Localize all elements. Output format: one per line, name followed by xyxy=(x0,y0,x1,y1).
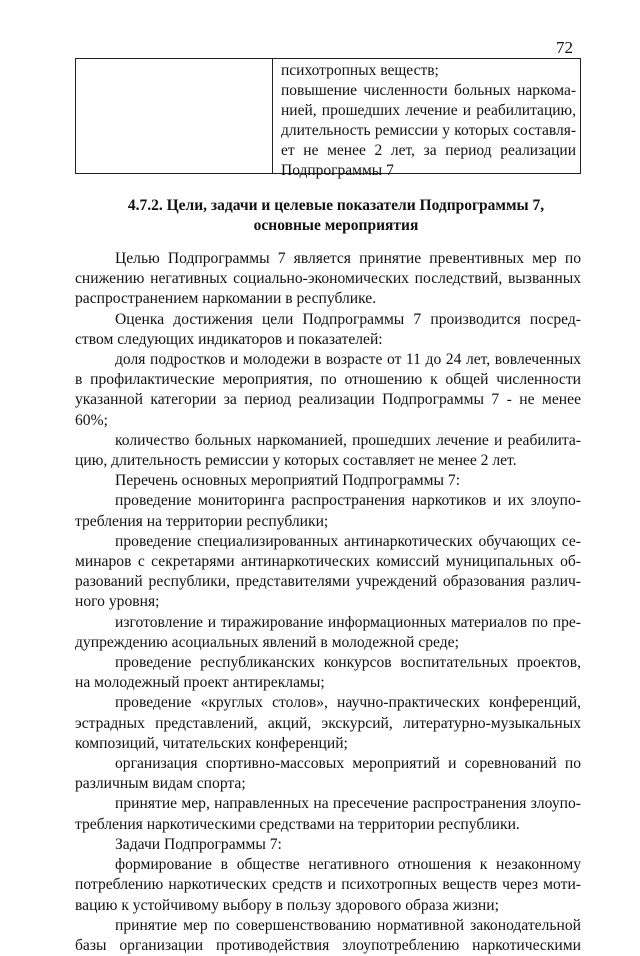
table-line: нией, прошедших лечение и реабилитацию, xyxy=(281,102,576,119)
body-line: Оценка достижения цели Подпрограммы 7 производится посред- xyxy=(115,310,581,328)
body-line: разований республики, представителями учреждений образования различ- xyxy=(75,573,581,591)
page-number: 72 xyxy=(556,38,573,57)
heading-line: 4.7.2. Цели, задачи и целевые показатели Подпрограммы 7, xyxy=(127,197,545,214)
body-line: Целью Подпрограммы 7 является принятие превентивных мер по xyxy=(115,250,581,267)
table-line: длительность ремиссии у которых составля- xyxy=(281,122,576,139)
body-line: требления наркотическими средствами на территории республики. xyxy=(75,815,520,833)
section-heading xyxy=(96,196,576,236)
body-line: указанной категории за период реализации Подпрограммы 7 - не менее xyxy=(75,391,581,409)
body-line: потреблению наркотических средств и психотропных веществ через моти- xyxy=(75,876,581,894)
body-line: проведение мониторинга распространения наркотиков и их злоупо- xyxy=(115,492,581,510)
body-line: в профилактические мероприятия, по отношению к общей численности xyxy=(75,371,581,389)
table-line: психотропных веществ; xyxy=(281,62,439,79)
body-line: эстрадных представлений, акций, экскурсий, литературно-музыкальных xyxy=(75,714,581,732)
body-line: количество больных наркоманией, прошедших лечение и реабилита- xyxy=(115,431,581,449)
body-line: ного уровня; xyxy=(75,593,160,611)
body-line: снижению негативных социально-экономических последствий, вызванных xyxy=(75,270,581,288)
body-line: 60%; xyxy=(75,411,108,429)
body-line: доля подростков и молодежи в возрасте от 11 до 24 лет, вовлеченных xyxy=(115,351,581,369)
body-line: проведение специализированных антинаркотических обучающих се- xyxy=(115,532,581,550)
body-text xyxy=(75,249,581,956)
body-line: дупреждению асоциальных явлений в молодежной среде; xyxy=(75,633,459,651)
heading-line: основные мероприятия xyxy=(253,217,419,234)
body-line: ством следующих индикаторов и показателей: xyxy=(75,330,383,348)
body-line: проведение «круглых столов», научно-практических конференций, xyxy=(115,694,581,712)
body-line: распространением наркомании в республике. xyxy=(75,290,377,308)
table-cell-text xyxy=(273,59,580,179)
body-line: цию, длительность ремиссии у которых составляет не менее 2 лет. xyxy=(75,452,517,470)
body-line: базы организации противодействия злоупотреблению наркотическими xyxy=(75,936,581,954)
body-line: вацию к устойчивому выбору в пользу здорового образа жизни; xyxy=(75,896,499,914)
body-line: принятие мер по совершенствованию нормативной законодательной xyxy=(115,916,581,934)
body-line: Перечень основных мероприятий Подпрограммы 7: xyxy=(115,472,461,490)
body-line: проведение республиканских конкурсов воспитательных проектов, xyxy=(115,654,581,672)
table-line: Подпрограммы 7 xyxy=(281,162,394,179)
body-line: композиций, читательских конференций; xyxy=(75,734,348,752)
body-line: принятие мер, направленных на пресечение распространения злоупо- xyxy=(115,795,581,813)
body-line: организация спортивно-массовых мероприятий и соревнований по xyxy=(115,755,581,773)
table-line: ет не менее 2 лет, за период реализации xyxy=(281,142,576,159)
body-line: изготовление и тиражирование информационных материалов по пре- xyxy=(115,613,581,631)
body-line: Задачи Подпрограммы 7: xyxy=(115,835,282,853)
continuation-table xyxy=(75,58,581,179)
body-line: формирование в обществе негативного отношения к незаконному xyxy=(115,856,581,874)
table-line: повышение численности больных наркома- xyxy=(281,82,576,99)
body-line: требления на территории республики; xyxy=(75,512,329,530)
body-line: на молодежный проект антирекламы; xyxy=(75,674,325,692)
table-cell-empty xyxy=(76,59,273,173)
body-line: различным видам спорта; xyxy=(75,775,246,793)
body-line: минаров с секретарями антинаркотических комиссий муниципальных об- xyxy=(75,553,581,571)
